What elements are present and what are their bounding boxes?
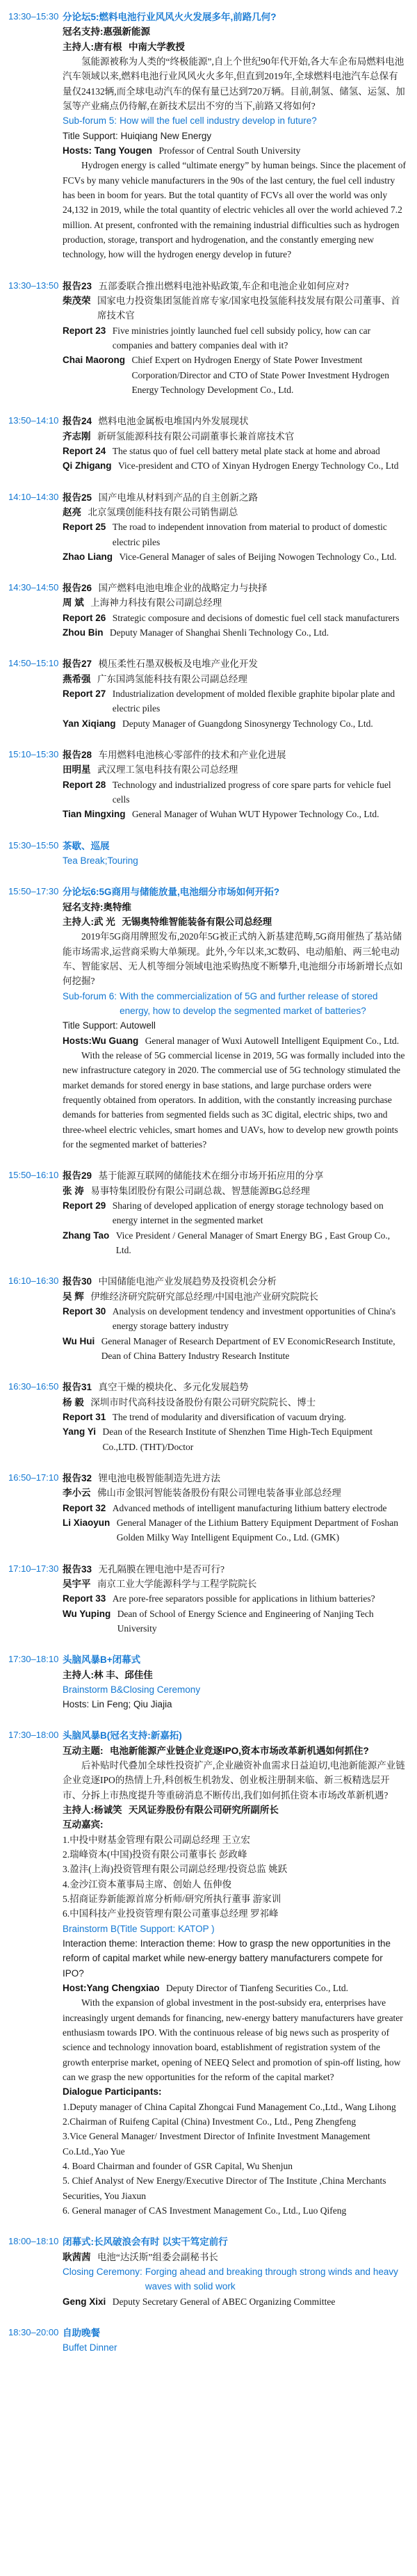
line-text: 新研氢能源科技有限公司副董事长兼首席技术官 bbox=[97, 430, 295, 442]
line-text: 锂电池电极智能制造先进方法 bbox=[98, 1472, 220, 1483]
line-label: 报告32 bbox=[63, 1472, 92, 1483]
session-title-cn: 自助晚餐 bbox=[63, 2327, 100, 2338]
session-content bbox=[63, 1380, 406, 1454]
line-text: Vice-General Manager of sales of Beijing Nowogen Technology Co., Ltd. bbox=[119, 551, 397, 562]
participant-line-cn: 2.瑞峰资本(中国)投资有限公司董事长 彭政峰 bbox=[63, 1849, 247, 1860]
report-line-en bbox=[63, 611, 406, 625]
line-text: 伊维经济研究院研究部总经理/中国电池产业研究院院长 bbox=[90, 1291, 318, 1302]
label-line-en: Dialogue Participants: bbox=[63, 2086, 162, 2098]
line-text: 上海神力科技有限公司副总经理 bbox=[90, 597, 222, 609]
line-label: 报告31 bbox=[63, 1382, 92, 1393]
label-line-en bbox=[63, 143, 406, 158]
line-text: Advanced methods of intelligent manufacturing lithium battery electrode bbox=[112, 1502, 387, 1513]
report-line-cn bbox=[63, 1289, 406, 1304]
line-label: 耿茜茜 bbox=[63, 2251, 91, 2262]
participant-line-cn: 1.中投中财基金管理有限公司副总经理 王立宏 bbox=[63, 1834, 250, 1845]
report-line-cn bbox=[63, 505, 406, 520]
session-content bbox=[63, 1168, 406, 1257]
session-row bbox=[0, 279, 406, 398]
line-label: Report 26 bbox=[63, 612, 106, 623]
line-text: 国产燃料电池电堆企业的战略定力与抉择 bbox=[98, 583, 268, 594]
session-time: 15:50–16:10 bbox=[8, 1170, 59, 1181]
line-label: Sub-forum 5: bbox=[63, 115, 117, 127]
session-time: 14:50–15:10 bbox=[8, 658, 59, 669]
line-text: 中国储能电池产业发展趋势及投资机会分析 bbox=[98, 1276, 277, 1287]
participant-line-en: 5. Chief Analyst of New Energy/Executive Director of The Institute ,China Merchants Securities, You Jiaxun bbox=[63, 2175, 386, 2201]
session-time: 14:10–14:30 bbox=[8, 491, 59, 502]
label-line-cn bbox=[63, 40, 406, 54]
session-row bbox=[0, 1562, 406, 1636]
participant-line-cn: 5.招商证券新能源首席分析师/研究所执行董事 游家训 bbox=[63, 1894, 281, 1905]
line-label: Yang Yi bbox=[63, 1426, 97, 1438]
report-line-cn bbox=[63, 1471, 406, 1486]
line-text: Deputy Director of Tianfeng Securities Co., Ltd. bbox=[165, 1983, 349, 1994]
line-label: 吴宇平 bbox=[63, 1578, 91, 1589]
report-line-cn bbox=[63, 672, 406, 686]
session-title-cn: 茶歇、巡展 bbox=[63, 840, 110, 851]
report-line-cn bbox=[63, 429, 406, 444]
session-title-cn: 闭幕式:长风破浪会有时 以实干笃定前行 bbox=[63, 2237, 228, 2248]
report-line-en bbox=[63, 1198, 406, 1228]
label-line-en bbox=[63, 2294, 406, 2309]
participant-line-cn: 3.盈沣(上海)投资管理有限公司副总经理/投资总监 姚跃 bbox=[63, 1864, 288, 1875]
line-text: 基于能源互联网的储能技术在细分市场开拓应用的分享 bbox=[98, 1170, 324, 1182]
session-content bbox=[63, 490, 406, 565]
line-text: Deputy Manager of Guangdong Sinosynergy Technology Co., Ltd. bbox=[122, 718, 373, 729]
line-label: 互动主题: bbox=[63, 1745, 104, 1756]
label-line-cn bbox=[63, 24, 406, 39]
participant-line-en: 4. Board Chairman and founder of GSR Capital, Wu Shenjun bbox=[63, 2161, 293, 2171]
line-label: Closing Ceremony: bbox=[63, 2266, 142, 2277]
session-row bbox=[0, 748, 406, 822]
line-label: 周 斌 bbox=[63, 597, 84, 609]
line-label: 报告29 bbox=[63, 1170, 92, 1182]
session-time: 15:30–15:50 bbox=[8, 839, 59, 851]
line-text: 国产电堆从材料到产品的自主创新之路 bbox=[98, 492, 258, 503]
session-row bbox=[0, 414, 406, 473]
line-text: Are pore-free separators possible for applications in lithium batteries? bbox=[112, 1593, 375, 1604]
line-label: 报告26 bbox=[63, 583, 92, 594]
text-line-en: Interaction theme: Interaction theme: How to grasp the new opportunities in the reform of capital market while new-energy battery manufacturers compete for IPO? bbox=[63, 1938, 391, 1979]
line-label: 燕希强 bbox=[63, 673, 91, 684]
line-label: Zhou Bin bbox=[63, 627, 104, 638]
report-line-en bbox=[63, 1228, 406, 1258]
session-time: 15:50–17:30 bbox=[8, 886, 59, 897]
report-line-cn bbox=[63, 657, 406, 671]
line-label: Report 24 bbox=[63, 445, 106, 456]
line-label: Wu Hui bbox=[63, 1335, 95, 1346]
report-line-cn bbox=[63, 1486, 406, 1500]
session-content bbox=[63, 839, 406, 869]
report-line-en bbox=[63, 1515, 406, 1545]
session-row bbox=[0, 581, 406, 640]
session-row bbox=[0, 657, 406, 731]
session-title-en bbox=[63, 2264, 406, 2294]
line-label: 齐志刚 bbox=[63, 430, 91, 442]
line-label: 主持人:武 光 bbox=[63, 917, 115, 928]
report-line-cn bbox=[63, 279, 406, 293]
line-text: 五部委联合推出燃料电池补贴政策,车企和电池企业如何应对? bbox=[98, 280, 349, 291]
session-row bbox=[0, 1652, 406, 1712]
description-en: With the release of 5G commercial license in 2019, 5G was formally included into the new infrastructure category in 2020. The commercial use of 5G technology stimulated the market demands for stored energy in base stations, and large purchase orders were frequently obtained from operators. In addition, with the constantly increasing purchase demands for batteries from segmented fields such as 3C digital, electric ships, two and three-wheel electric vehicles, smart homes and UAVs, how to develop new growth points for the segmented market of batteries? bbox=[63, 1050, 405, 1150]
description-en: With the expansion of global investment in the post-subsidy era, enterprises have increasingly urgent demands for financing, new-energy battery manufacturers have greater enthusiasm towards IPO. With the continuous release of big news such as prosperity of science and technology innovation board, establishment of registration system of the growth enterprise market, opening of NEEQ Select and promotion of spin-off listing, how can we grasp the new opportunities for the reform of the capital market? bbox=[63, 1997, 403, 2083]
session-content bbox=[63, 414, 406, 473]
report-line-en bbox=[63, 353, 406, 397]
session-row bbox=[0, 1471, 406, 1545]
line-text: Technology and industrialized progress of core spare parts for vehicle fuel cells bbox=[112, 779, 391, 805]
report-line-cn bbox=[63, 490, 406, 505]
line-label: Wu Yuping bbox=[63, 1608, 111, 1619]
line-text: Professor of Central South University bbox=[158, 145, 301, 156]
participant-line-en: 3.Vice General Manager/ Investment Director of Infinite Investment Management Co.Ltd.,Yao Yue bbox=[63, 2131, 370, 2157]
session-time: 13:50–14:10 bbox=[8, 415, 59, 426]
report-line-en bbox=[63, 686, 406, 716]
label-line-cn bbox=[63, 915, 406, 929]
session-content bbox=[63, 1728, 406, 2218]
line-text: Industrialization development of molded flexible graphite bipolar plate and electric piles bbox=[112, 689, 395, 714]
report-line-en bbox=[63, 1410, 406, 1424]
session-time: 17:30–18:10 bbox=[8, 1654, 59, 1665]
line-text: 南京工业大学能源科学与工程学院院长 bbox=[97, 1578, 257, 1589]
line-text: General Manager of the Lithium Battery Equipment Department of Foshan Golden Milky Way Intelligent Equipment Co., Ltd. (GMK) bbox=[116, 1517, 398, 1543]
line-label: Tian Mingxing bbox=[63, 809, 126, 820]
report-line-cn bbox=[63, 1562, 406, 1577]
session-content bbox=[63, 1471, 406, 1545]
session-time: 16:50–17:10 bbox=[8, 1472, 59, 1483]
line-text: With the commercialization of 5G and further release of stored energy, how to develop the segmented market of batteries? bbox=[120, 990, 378, 1017]
line-text: Dean of the Research Institute of Shenzhen Time High-Tech Equipment Co.,LTD. (THT)/Doctor bbox=[102, 1426, 373, 1452]
participant-line-en: 6. General manager of CAS Investment Management Co., Ltd., Luo Qifeng bbox=[63, 2205, 347, 2216]
report-line-en bbox=[63, 1591, 406, 1606]
line-text: 真空干燥的模块化、多元化发展趋势 bbox=[98, 1382, 249, 1393]
session-content bbox=[63, 657, 406, 731]
line-label: Li Xiaoyun bbox=[63, 1517, 111, 1528]
line-label: Sub-forum 6: bbox=[63, 990, 117, 1001]
session-content bbox=[63, 1652, 406, 1712]
session-title-cn: 分论坛5:燃料电池行业风风火火发展多年,前路几何? bbox=[63, 12, 277, 22]
session-title-en: Brainstorm B&Closing Ceremony bbox=[63, 1684, 201, 1695]
text-line-en: Hosts: Lin Feng; Qiu Jiajia bbox=[63, 1699, 172, 1710]
report-line-cn bbox=[63, 748, 406, 762]
line-label: 吴 辉 bbox=[63, 1291, 84, 1302]
line-label: 报告33 bbox=[63, 1563, 92, 1575]
line-label: Report 28 bbox=[63, 779, 106, 790]
participant-line-cn: 4.金沙江资本董事局主席、创始人 伍伸俊 bbox=[63, 1878, 231, 1890]
participant-line-cn: 6.中国科技产业投资管理有限公司董事总经理 罗祁峰 bbox=[63, 1908, 279, 1919]
line-text: Chief Expert on Hydrogen Energy of State Power Investment Corporation/Director and CTO of State Power Investment Hydrogen Energy Technology Development Co., Ltd. bbox=[131, 355, 389, 395]
report-line-cn bbox=[63, 595, 406, 610]
session-time: 18:30–20:00 bbox=[8, 2326, 59, 2337]
report-line-cn bbox=[63, 1395, 406, 1410]
line-text: 武汉理工氢电科技有限公司总经理 bbox=[97, 764, 238, 775]
line-label: 报告23 bbox=[63, 280, 92, 291]
session-content bbox=[63, 279, 406, 398]
session-row bbox=[0, 10, 406, 262]
session-time: 16:30–16:50 bbox=[8, 1381, 59, 1392]
report-line-en bbox=[63, 549, 406, 564]
line-label: 冠名支持:惠强新能源 bbox=[63, 26, 150, 38]
participant-line-en: 2.Chairman of Ruifeng Capital (China) Investment Co., Ltd., Peng Zhengfeng bbox=[63, 2116, 357, 2127]
line-text: How will the fuel cell industry develop in future? bbox=[120, 115, 317, 127]
session-content bbox=[63, 581, 406, 640]
report-line-cn bbox=[63, 293, 406, 323]
session-content bbox=[63, 2235, 406, 2309]
line-text: Vice-president and CTO of Xinyan Hydrogen Energy Technology Co., Ltd bbox=[117, 460, 399, 472]
line-label: Report 32 bbox=[63, 1502, 106, 1513]
report-line-en bbox=[63, 1304, 406, 1334]
line-label: 主持人:唐有根 bbox=[63, 41, 122, 52]
session-title-en bbox=[63, 113, 406, 128]
session-row bbox=[0, 839, 406, 869]
line-label: Report 23 bbox=[63, 325, 106, 336]
description-cn: 氢能源被称为人类的“终极能源”,自上个世纪90年代开始,各大车企布局燃料电池汽车领域以来,燃料电池行业风风火火多年,但直到2019年,全球燃料电池汽车总保有量仅24132辆,而全球电动汽车的保有量已达到720万辆。目前,制氢、储氢、运氢、加氢等产业痛点仍待解,在新技术层出不穷的当下,前路又将如何? bbox=[63, 56, 405, 111]
description-cn: 后补贴时代叠加全球性投资扩产,企业融资补血需求日益迫切,电池新能源产业链企业竞逐IPO的热情上升,科创板生机勃发、创业板注册制来临、新三板精选层开市、分拆上市热度提升等重磅消息不断传出,我们如何抓住资本市场改革新机遇? bbox=[63, 1760, 405, 1801]
report-line-cn bbox=[63, 414, 406, 428]
line-label: Report 27 bbox=[63, 689, 106, 700]
session-title-en: Tea Break;Touring bbox=[63, 855, 138, 867]
session-time: 18:00–18:10 bbox=[8, 2236, 59, 2247]
session-time: 16:10–16:30 bbox=[8, 1275, 59, 1287]
description-cn: 2019年5G商用牌照发布,2020年5G被正式纳入新基建范畴,5G商用催热了基站储能市场需求,运营商采购大单频现。此外,今年以来,3C数码、电动船舶、两三轮电动车、智能家居、无人机等细分领域电池采购热度不断攀升,电池细分市场新增长点如何挖掘? bbox=[63, 931, 403, 987]
line-label: 主持人:林 丰、邱佳佳 bbox=[63, 1669, 153, 1680]
report-line-cn bbox=[63, 581, 406, 595]
line-text: Dean of School of Energy Science and Engineering of Nanjing Tech University bbox=[117, 1608, 374, 1634]
session-row bbox=[0, 2235, 406, 2309]
description-en: Hydrogen energy is called “ultimate energy” by human beings. Since the placement of FCVs by many vehicle manufacturers in the 90s of the last century, the fuel cell industry has been in boom for years. But the total quantity of FCVs all over the world was only 24,132 in 2019, while the total quantity of electric vehicles all over the world achieved 7.2 million. At present, confronted with the remaining industrial difficulties such as hydrogen production, storage, transport and hydrogenation, and the constantly emerging new technology, how will the hydrogen energy develop in future? bbox=[63, 160, 406, 260]
label-line-cn bbox=[63, 1817, 406, 1832]
line-label: Report 33 bbox=[63, 1593, 106, 1604]
line-text: 模压柔性石墨双极板及电堆产业化开发 bbox=[98, 659, 258, 670]
line-text: General manager of Wuxi Autowell Intelligent Equipment Co., Ltd. bbox=[145, 1035, 400, 1046]
line-label: 李小云 bbox=[63, 1488, 91, 1499]
session-title-en: Buffet Dinner bbox=[63, 2342, 117, 2353]
line-text: 国家电力投资集团氢能首席专家/国家电投氢能科技发展有限公司董事、首席技术官 bbox=[97, 295, 400, 321]
line-text: General Manager of Wuhan WUT Hypower Technology Co., Ltd. bbox=[131, 809, 379, 820]
label-line-en bbox=[63, 1981, 406, 1995]
report-line-cn bbox=[63, 1184, 406, 1198]
line-label: Report 30 bbox=[63, 1305, 106, 1317]
session-time: 17:30–18:00 bbox=[8, 1730, 59, 1741]
line-label: 田明星 bbox=[63, 764, 91, 775]
line-text: Sharing of developed application of energy storage technology based on energy internet in the segmented market bbox=[112, 1200, 384, 1226]
line-text: The road to independent innovation from material to product of domestic electric piles bbox=[112, 522, 387, 547]
session-row bbox=[0, 1274, 406, 1363]
report-line-en bbox=[63, 520, 406, 549]
line-text: Analysis on development tendency and investment opportunities of China's energy storage battery industry bbox=[112, 1305, 396, 1332]
report-line-en bbox=[63, 1501, 406, 1515]
report-line-en bbox=[63, 778, 406, 807]
report-line-en bbox=[63, 444, 406, 458]
session-title-cn: 头脑风暴B(冠名支持:新嘉拓) bbox=[63, 1730, 182, 1741]
session-row bbox=[0, 1168, 406, 1257]
line-label: Hosts: Tang Yougen bbox=[63, 145, 153, 156]
line-text: 广东国鸿氢能科技有限公司副总经理 bbox=[97, 673, 247, 684]
line-label: Report 29 bbox=[63, 1200, 106, 1211]
line-text: The trend of modularity and diversification of vacuum drying. bbox=[112, 1411, 346, 1422]
line-label: 杨 毅 bbox=[63, 1396, 84, 1408]
session-time: 17:10–17:30 bbox=[8, 1563, 59, 1574]
line-label: 冠名支持:奥特维 bbox=[63, 901, 131, 912]
session-row bbox=[0, 1728, 406, 2218]
session-row bbox=[0, 2326, 406, 2356]
label-line-cn bbox=[63, 1668, 406, 1682]
report-line-cn bbox=[63, 1380, 406, 1394]
session-row bbox=[0, 885, 406, 1152]
session-row bbox=[0, 490, 406, 565]
line-label: 报告28 bbox=[63, 750, 92, 761]
session-title-cn: 分论坛6:5G商用与储能放量,电池细分市场如何开拓? bbox=[63, 887, 280, 898]
line-label: 主持人:杨诚笑 bbox=[63, 1805, 122, 1816]
line-label: Report 25 bbox=[63, 522, 106, 533]
line-label: 报告27 bbox=[63, 659, 92, 670]
line-text: 电池新能源产业链企业竞逐IPO,资本市场改革新机遇如何抓住? bbox=[109, 1745, 369, 1756]
line-label: Zhao Liang bbox=[63, 551, 113, 562]
line-text: Strategic composure and decisions of domestic fuel cell stack manufacturers bbox=[112, 612, 400, 623]
line-text: 天风证券股份有限公司研究所副所长 bbox=[128, 1805, 279, 1816]
session-row bbox=[0, 1380, 406, 1454]
report-line-cn bbox=[63, 1168, 406, 1183]
session-content bbox=[63, 885, 406, 1152]
line-text: Deputy Manager of Shanghai Shenli Technology Co., Ltd. bbox=[109, 627, 329, 638]
report-line-en bbox=[63, 1334, 406, 1364]
text-line-en: Title Support: Autowell bbox=[63, 1020, 156, 1031]
line-label: Yan Xiqiang bbox=[63, 718, 116, 729]
session-time: 15:10–15:30 bbox=[8, 749, 59, 760]
line-label: 报告25 bbox=[63, 492, 92, 503]
report-line-en bbox=[63, 625, 406, 640]
line-label: Hosts:Wu Guang bbox=[63, 1035, 139, 1046]
line-text: 燃料电池金属板电堆国内外发展现状 bbox=[98, 416, 249, 427]
line-label: 赵亮 bbox=[63, 506, 81, 517]
line-label: Qi Zhigang bbox=[63, 460, 112, 472]
line-text: 电池“达沃斯”组委会副秘书长 bbox=[97, 2251, 218, 2262]
line-text: Deputy Secretary General of ABEC Organizing Committee bbox=[112, 2296, 336, 2307]
report-line-en bbox=[63, 716, 406, 731]
line-label: 互动嘉宾: bbox=[63, 1819, 104, 1830]
line-label: Geng Xixi bbox=[63, 2296, 106, 2307]
session-title-en: Brainstorm B(Title Support: KATOP ) bbox=[63, 1923, 215, 1934]
label-line-en bbox=[63, 1033, 406, 1048]
line-label: Zhang Tao bbox=[63, 1230, 110, 1241]
line-text: 无锡奥特维智能装备有限公司总经理 bbox=[122, 917, 272, 928]
session-time: 13:30–13:50 bbox=[8, 280, 59, 291]
session-content bbox=[63, 748, 406, 822]
line-text: 深圳市时代高科技设备股份有限公司研究院院长、博士 bbox=[90, 1396, 316, 1408]
label-line-cn bbox=[63, 1803, 406, 1817]
session-content bbox=[63, 1562, 406, 1636]
report-line-cn bbox=[63, 1577, 406, 1591]
session-time: 13:30–15:30 bbox=[8, 11, 59, 22]
line-label: 报告24 bbox=[63, 416, 92, 427]
line-label: 柴茂荣 bbox=[63, 295, 91, 306]
line-text: 车用燃料电池核心零部件的技术和产业化进展 bbox=[98, 750, 286, 761]
line-text: 无孔隔膜在锂电池中是否可行? bbox=[98, 1563, 224, 1575]
line-label: Report 31 bbox=[63, 1411, 106, 1422]
line-text: Five ministries jointly launched fuel cell subsidy policy, how can car companies and battery companies deal with it? bbox=[112, 325, 371, 351]
report-line-cn bbox=[63, 1274, 406, 1289]
line-label: 张 涛 bbox=[63, 1185, 84, 1196]
session-content bbox=[63, 1274, 406, 1363]
line-text: 易事特集团股份有限公司副总裁、智慧能源BG总经理 bbox=[90, 1185, 310, 1196]
line-text: 北京氢璞创能科技有限公司销售副总 bbox=[88, 506, 238, 517]
line-label: Chai Maorong bbox=[63, 355, 125, 366]
report-line-en bbox=[63, 1424, 406, 1454]
line-text: Forging ahead and breaking through strong winds and heavy waves with solid work bbox=[145, 2266, 398, 2292]
session-title-cn: 头脑风暴B+闭幕式 bbox=[63, 1655, 141, 1666]
report-line-en bbox=[63, 807, 406, 821]
report-line-cn bbox=[63, 2250, 406, 2264]
line-text: The status quo of fuel cell battery metal plate stack at home and abroad bbox=[112, 445, 380, 456]
line-text: General Manager of Research Department of EV EconomicResearch Institute, Dean of China Battery Industry Research Institute bbox=[101, 1335, 395, 1361]
text-line-en: Title Support: Huiqiang New Energy bbox=[63, 130, 212, 141]
session-content bbox=[63, 2326, 406, 2356]
participant-line-en: 1.Deputy manager of China Capital Zhongcai Fund Management Co.,Ltd., Wang Lihong bbox=[63, 2101, 396, 2112]
line-label: 报告30 bbox=[63, 1276, 92, 1287]
report-line-en bbox=[63, 1607, 406, 1636]
session-title-en bbox=[63, 989, 406, 1019]
session-time: 14:30–14:50 bbox=[8, 582, 59, 593]
line-label: Host:Yang Chengxiao bbox=[63, 1983, 160, 1994]
label-line-cn bbox=[63, 900, 406, 915]
report-line-en bbox=[63, 458, 406, 473]
line-text: Vice President / General Manager of Smart Energy BG , East Group Co., Ltd. bbox=[115, 1230, 391, 1255]
line-text: 中南大学教授 bbox=[128, 41, 185, 52]
theme-line-cn bbox=[63, 1744, 406, 1758]
report-line-en bbox=[63, 323, 406, 353]
report-line-cn bbox=[63, 762, 406, 777]
line-text: 佛山市金银河智能装备股份有限公司锂电装备事业部总经理 bbox=[97, 1488, 341, 1499]
session-content bbox=[63, 10, 406, 262]
